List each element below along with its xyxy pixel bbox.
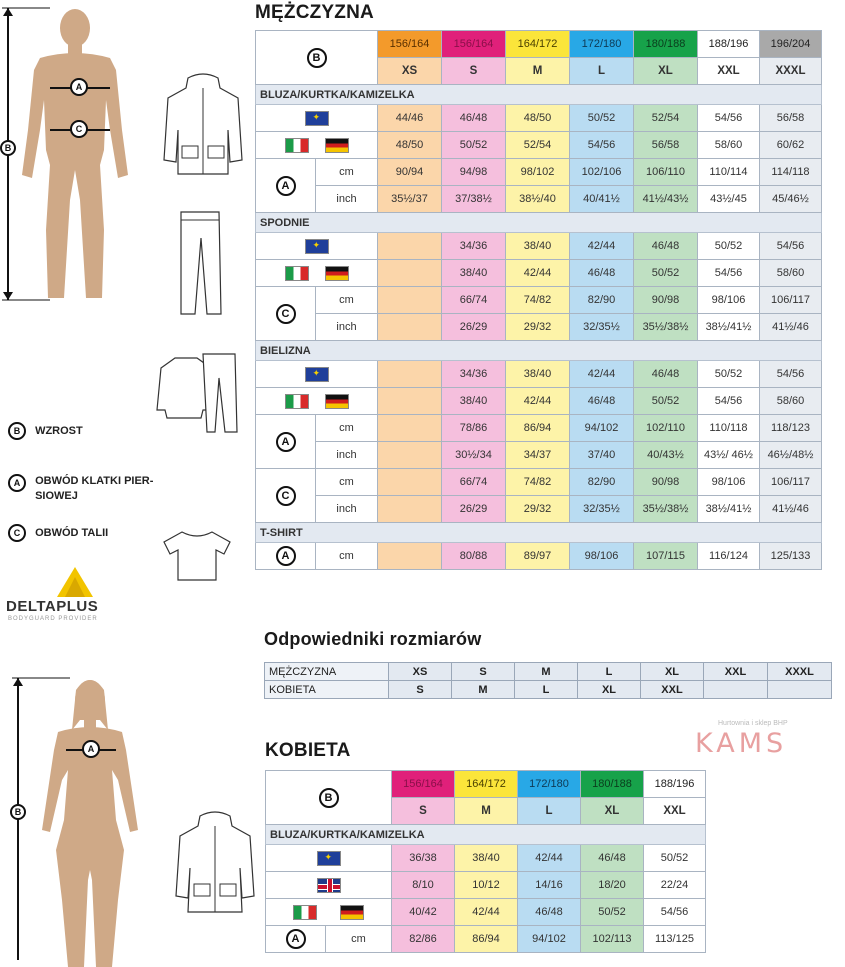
- size-cell: 32/35½: [570, 496, 634, 523]
- size-cell: 46/48: [634, 361, 698, 388]
- eq-women-cell: M: [452, 681, 515, 699]
- height-badge-male: B: [0, 138, 16, 156]
- women-cell: 50/52: [581, 899, 644, 926]
- women-size-table: [265, 770, 706, 953]
- size-cell: 60/62: [760, 132, 822, 159]
- size-cell: 110/118: [698, 415, 760, 442]
- size-cell: 106/117: [760, 287, 822, 314]
- size-cell: 41½/46: [760, 314, 822, 341]
- size-cell: 54/56: [698, 105, 760, 132]
- size-cell: 54/56: [698, 388, 760, 415]
- row-jacket-chest-inch: [256, 186, 822, 213]
- size-cell: 54/56: [698, 260, 760, 287]
- eq-women-cell: XXL: [641, 681, 704, 699]
- eu-flag-icon: [305, 239, 329, 254]
- size-cell: 42/44: [506, 388, 570, 415]
- women-cell: 113/125: [644, 926, 706, 953]
- size-cell: 52/54: [506, 132, 570, 159]
- size-cell: 34/37: [506, 442, 570, 469]
- size-cell: [378, 388, 442, 415]
- men-title: MĘŻCZYZNA: [255, 2, 374, 23]
- height-s: 156/164: [442, 31, 506, 58]
- size-cell: 86/94: [506, 415, 570, 442]
- size-cell: 66/74: [442, 287, 506, 314]
- size-cell: 107/115: [634, 543, 698, 570]
- women-size-xxl: XXL: [644, 798, 706, 825]
- women-section-jacket: BLUZA/KURTKA/KAMIZELKA: [266, 825, 706, 845]
- legend-chest: A OBWÓD KLATKI PIER- SIOWEJ: [8, 474, 153, 504]
- row-underwear-chest-inch: [256, 442, 822, 469]
- size-cell: [378, 543, 442, 570]
- women-row-it-de: [266, 899, 706, 926]
- badge-cell: A: [256, 543, 316, 570]
- women-cell: 8/10: [392, 872, 455, 899]
- women-flag-cell: [266, 872, 392, 899]
- height-xxxl: 196/204: [760, 31, 822, 58]
- size-xs: XS: [378, 58, 442, 85]
- women-unit-cm: cm: [326, 926, 392, 953]
- size-cell: 56/58: [634, 132, 698, 159]
- size-cell: 52/54: [634, 105, 698, 132]
- deltaplus-logo-icon: [55, 565, 95, 599]
- size-l: L: [570, 58, 634, 85]
- size-cell: 46/48: [570, 260, 634, 287]
- flag-cell: [256, 361, 378, 388]
- size-cell: 90/98: [634, 287, 698, 314]
- equivalents-table: [264, 662, 832, 699]
- unit-cm: cm: [316, 543, 378, 570]
- section-trousers: SPODNIE: [256, 213, 822, 233]
- deltaplus-tagline: BODYGUARD PROVIDER: [8, 616, 98, 622]
- women-cell: 36/38: [392, 845, 455, 872]
- size-cell: [378, 469, 442, 496]
- germany-flag-icon: [340, 905, 364, 920]
- size-cell: [378, 415, 442, 442]
- size-cell: 102/110: [634, 415, 698, 442]
- size-cell: 89/97: [506, 543, 570, 570]
- unit-inch: inch: [316, 186, 378, 213]
- size-cell: 94/98: [442, 159, 506, 186]
- size-cell: 41½/43½: [634, 186, 698, 213]
- women-cell: 50/52: [644, 845, 706, 872]
- size-cell: 30½/34: [442, 442, 506, 469]
- eq-men-cell: XXL: [704, 663, 768, 681]
- height-l: 172/180: [570, 31, 634, 58]
- height-m: 164/172: [506, 31, 570, 58]
- women-flag-cell: [266, 845, 392, 872]
- badge-cell: C: [256, 469, 316, 523]
- men-size-table: [255, 30, 822, 570]
- size-cell: 38/40: [506, 361, 570, 388]
- size-cell: [378, 361, 442, 388]
- row-trousers-eu: [256, 233, 822, 260]
- size-cell: [378, 287, 442, 314]
- size-s: S: [442, 58, 506, 85]
- section-jacket: BLUZA/KURTKA/KAMIZELKA: [256, 85, 822, 105]
- badge-cell: A: [256, 415, 316, 469]
- germany-flag-icon: [325, 266, 349, 281]
- tshirt-icon: [162, 528, 232, 583]
- equivalents-men-row: [265, 663, 832, 681]
- row-underwear-eu: [256, 361, 822, 388]
- equivalents-men-label: MĘŻCZYZNA: [265, 663, 389, 681]
- size-cell: 42/44: [506, 260, 570, 287]
- row-tshirt-cm: [256, 543, 822, 570]
- size-cell: 58/60: [760, 388, 822, 415]
- watermark-small: Hurtownia i sklep BHP: [718, 720, 788, 727]
- eq-men-cell: L: [578, 663, 641, 681]
- size-cell: 50/52: [698, 233, 760, 260]
- section-tshirt: T-SHIRT: [256, 523, 822, 543]
- size-cell: 80/88: [442, 543, 506, 570]
- size-cell: 54/56: [570, 132, 634, 159]
- size-cell: 35½/37: [378, 186, 442, 213]
- size-cell: 29/32: [506, 314, 570, 341]
- unit-cm: cm: [316, 415, 378, 442]
- size-cell: 98/102: [506, 159, 570, 186]
- italy-flag-icon: [285, 394, 309, 409]
- legend-height: B WZROST: [8, 422, 83, 440]
- legend-waist: C OBWÓD TALII: [8, 524, 108, 542]
- trousers-icon: [175, 208, 225, 318]
- size-cell: 35½/38½: [634, 314, 698, 341]
- eq-men-cell: XL: [641, 663, 704, 681]
- size-cell: 50/52: [442, 132, 506, 159]
- women-height-badge-cell: B: [266, 771, 392, 825]
- women-cell: 18/20: [581, 872, 644, 899]
- size-cell: 40/41½: [570, 186, 634, 213]
- women-cell: 10/12: [455, 872, 518, 899]
- women-cell: 22/24: [644, 872, 706, 899]
- size-cell: 32/35½: [570, 314, 634, 341]
- row-underwear-it-de: [256, 388, 822, 415]
- size-cell: 118/123: [760, 415, 822, 442]
- size-cell: 37/38½: [442, 186, 506, 213]
- unit-cm: cm: [316, 159, 378, 186]
- women-cell: 42/44: [455, 899, 518, 926]
- equivalents-women-label: KOBIETA: [265, 681, 389, 699]
- women-cell: 42/44: [518, 845, 581, 872]
- unit-inch: inch: [316, 496, 378, 523]
- row-trousers-waist-inch: [256, 314, 822, 341]
- women-title: KOBIETA: [265, 740, 351, 761]
- women-row-chest-cm: [266, 926, 706, 953]
- size-cell: 98/106: [698, 287, 760, 314]
- women-cell: 102/113: [581, 926, 644, 953]
- size-cell: 43½/45: [698, 186, 760, 213]
- size-m: M: [506, 58, 570, 85]
- size-cell: 38/40: [442, 388, 506, 415]
- size-cell: 37/40: [570, 442, 634, 469]
- size-cell: 98/106: [570, 543, 634, 570]
- size-cell: 45/46½: [760, 186, 822, 213]
- size-cell: 26/29: [442, 314, 506, 341]
- male-body-figure: [0, 0, 145, 310]
- size-xl: XL: [634, 58, 698, 85]
- section-underwear: BIELIZNA: [256, 341, 822, 361]
- height-xs: 156/164: [378, 31, 442, 58]
- size-cell: 125/133: [760, 543, 822, 570]
- germany-flag-icon: [325, 138, 349, 153]
- height-xxl: 188/196: [698, 31, 760, 58]
- women-cell: 82/86: [392, 926, 455, 953]
- row-underwear-chest-cm: [256, 415, 822, 442]
- women-height-xl: 180/188: [581, 771, 644, 798]
- row-trousers-waist-cm: [256, 287, 822, 314]
- size-cell: 40/43½: [634, 442, 698, 469]
- size-cell: [378, 314, 442, 341]
- badge-cell: C: [256, 287, 316, 341]
- size-cell: 50/52: [698, 361, 760, 388]
- size-cell: 50/52: [634, 388, 698, 415]
- eq-men-cell: S: [452, 663, 515, 681]
- size-cell: 66/74: [442, 469, 506, 496]
- eq-women-cell: XL: [578, 681, 641, 699]
- height-xl: 180/188: [634, 31, 698, 58]
- size-cell: 50/52: [570, 105, 634, 132]
- size-cell: 102/106: [570, 159, 634, 186]
- women-cell: 46/48: [518, 899, 581, 926]
- italy-flag-icon: [285, 266, 309, 281]
- size-cell: 34/36: [442, 233, 506, 260]
- italy-flag-icon: [293, 905, 317, 920]
- size-cell: 38/40: [506, 233, 570, 260]
- size-cell: 110/114: [698, 159, 760, 186]
- height-badge-female: B: [10, 802, 26, 820]
- size-cell: [378, 496, 442, 523]
- underwear-icon: [155, 348, 240, 436]
- eq-men-cell: XXXL: [768, 663, 832, 681]
- eq-women-cell: [704, 681, 768, 699]
- size-cell: 82/90: [570, 469, 634, 496]
- watermark-logo: KAMS: [695, 728, 788, 759]
- eq-men-cell: M: [515, 663, 578, 681]
- size-cell: 41½/46: [760, 496, 822, 523]
- women-jacket-icon: [170, 808, 260, 916]
- size-cell: 58/60: [698, 132, 760, 159]
- eq-women-cell: L: [515, 681, 578, 699]
- size-cell: 42/44: [570, 361, 634, 388]
- eq-women-cell: [768, 681, 832, 699]
- women-cell: 94/102: [518, 926, 581, 953]
- size-cell: 54/56: [760, 233, 822, 260]
- size-cell: 56/58: [760, 105, 822, 132]
- size-cell: 35½/38½: [634, 496, 698, 523]
- size-cell: 26/29: [442, 496, 506, 523]
- italy-flag-icon: [285, 138, 309, 153]
- women-height-xxl: 188/196: [644, 771, 706, 798]
- row-jacket-chest-cm: [256, 159, 822, 186]
- size-cell: 54/56: [760, 361, 822, 388]
- size-cell: 116/124: [698, 543, 760, 570]
- row-underwear-waist-inch: [256, 496, 822, 523]
- women-row-uk: [266, 872, 706, 899]
- size-cell: 94/102: [570, 415, 634, 442]
- size-cell: 46/48: [634, 233, 698, 260]
- women-size-xl: XL: [581, 798, 644, 825]
- size-cell: 114/118: [760, 159, 822, 186]
- women-cell: 54/56: [644, 899, 706, 926]
- row-jacket-eu: [256, 105, 822, 132]
- women-height-l: 172/180: [518, 771, 581, 798]
- germany-flag-icon: [325, 394, 349, 409]
- equivalents-women-row: [265, 681, 832, 699]
- flag-cell: [256, 388, 378, 415]
- badge-cell: A: [256, 159, 316, 213]
- size-cell: 34/36: [442, 361, 506, 388]
- unit-cm: cm: [316, 287, 378, 314]
- row-trousers-it-de: [256, 260, 822, 287]
- equivalents-title: Odpowiedniki rozmiarów: [264, 629, 482, 649]
- eu-flag-icon: [305, 111, 329, 126]
- deltaplus-brand: DELTAPLUS: [6, 598, 99, 615]
- women-cell: 38/40: [455, 845, 518, 872]
- size-cell: 38½/41½: [698, 496, 760, 523]
- size-cell: [378, 442, 442, 469]
- size-cell: 48/50: [378, 132, 442, 159]
- eu-flag-icon: [317, 851, 341, 866]
- row-underwear-waist-cm: [256, 469, 822, 496]
- size-cell: 44/46: [378, 105, 442, 132]
- size-cell: 42/44: [570, 233, 634, 260]
- jacket-icon: [158, 70, 248, 180]
- unit-cm: cm: [316, 469, 378, 496]
- women-cell: 46/48: [581, 845, 644, 872]
- uk-flag-icon: [317, 878, 341, 893]
- size-cell: 74/82: [506, 287, 570, 314]
- size-xxl: XXL: [698, 58, 760, 85]
- eu-flag-icon: [305, 367, 329, 382]
- women-height-s: 156/164: [392, 771, 455, 798]
- women-cell: 40/42: [392, 899, 455, 926]
- size-cell: 74/82: [506, 469, 570, 496]
- unit-inch: inch: [316, 314, 378, 341]
- size-cell: 82/90: [570, 287, 634, 314]
- size-cell: 90/98: [634, 469, 698, 496]
- row-jacket-it-de: [256, 132, 822, 159]
- size-cell: 29/32: [506, 496, 570, 523]
- women-chest-badge-cell: A: [266, 926, 326, 953]
- size-cell: 90/94: [378, 159, 442, 186]
- size-cell: [378, 260, 442, 287]
- eq-men-cell: XS: [389, 663, 452, 681]
- size-cell: 38½/40: [506, 186, 570, 213]
- size-cell: 38½/41½: [698, 314, 760, 341]
- women-flag-cell: [266, 899, 392, 926]
- women-size-s: S: [392, 798, 455, 825]
- size-cell: 106/110: [634, 159, 698, 186]
- women-cell: 14/16: [518, 872, 581, 899]
- size-cell: 46/48: [442, 105, 506, 132]
- size-cell: 78/86: [442, 415, 506, 442]
- flag-cell: [256, 233, 378, 260]
- size-cell: 50/52: [634, 260, 698, 287]
- flag-cell: [256, 105, 378, 132]
- height-badge-cell: B: [256, 31, 378, 85]
- size-cell: 46½/48½: [760, 442, 822, 469]
- women-height-m: 164/172: [455, 771, 518, 798]
- flag-cell: [256, 260, 378, 287]
- women-cell: 86/94: [455, 926, 518, 953]
- size-cell: 38/40: [442, 260, 506, 287]
- size-cell: 106/117: [760, 469, 822, 496]
- size-cell: 43½/ 46½: [698, 442, 760, 469]
- size-cell: 48/50: [506, 105, 570, 132]
- women-row-eu: [266, 845, 706, 872]
- flag-cell: [256, 132, 378, 159]
- size-xxxl: XXXL: [760, 58, 822, 85]
- unit-inch: inch: [316, 442, 378, 469]
- size-cell: [378, 233, 442, 260]
- women-size-m: M: [455, 798, 518, 825]
- size-cell: 46/48: [570, 388, 634, 415]
- women-size-l: L: [518, 798, 581, 825]
- eq-women-cell: S: [389, 681, 452, 699]
- size-cell: 58/60: [760, 260, 822, 287]
- size-cell: 98/106: [698, 469, 760, 496]
